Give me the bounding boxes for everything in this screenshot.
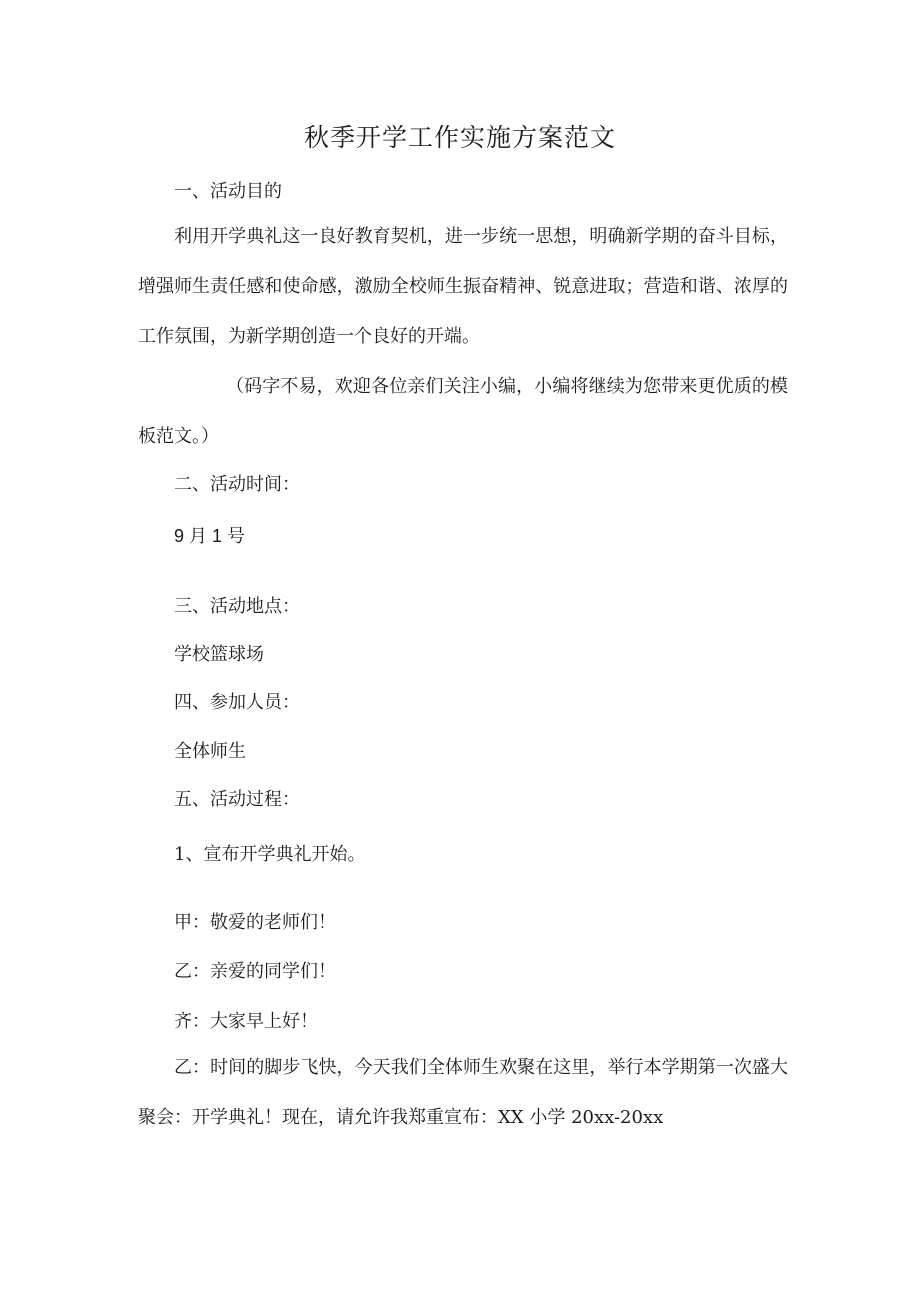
section3-heading: 三、活动地点： (174, 596, 300, 617)
dialogue-line-jia: 甲：敬爱的老师们！ (174, 912, 336, 933)
dialogue-line-yi: 乙：亲爱的同学们！ (174, 961, 336, 982)
section4-heading: 四、参加人员： (174, 692, 300, 713)
section2-value: 9 月 1 号 (174, 526, 246, 546)
step-1: 1、宣布开学典礼开始。 (174, 844, 366, 865)
section1-body: 利用开学典礼这一良好教育契机，进一步统一思想，明确新学期的奋斗目标，增强师生责任感和使命感，激励全校师生振奋精神、锐意进取；营造和谐、浓厚的工作氛围，为新学期创造一个良好的开端。 (138, 226, 788, 347)
dialogue-line-qi: 齐：大家早上好！ (174, 1011, 318, 1032)
section4-value: 全体师生 (174, 741, 246, 762)
section5-heading: 五、活动过程： (174, 789, 300, 810)
section3-value: 学校篮球场 (174, 644, 264, 665)
document-title: 秋季开学工作实施方案范文 (303, 123, 616, 152)
editor-note: （码字不易，欢迎各位亲们关注小编，小编将继续为您带来更优质的模板范文。） (138, 376, 788, 447)
section1-heading: 一、活动目的 (174, 181, 282, 202)
dialogue-line-yi-2: 乙：时间的脚步飞快，今天我们全体师生欢聚在这里，举行本学期第一次盛大聚会：开学典礼！现在，请允许我郑重宣布：XX 小学 20xx-20xx (138, 1057, 788, 1128)
section2-heading: 二、活动时间： (174, 474, 300, 495)
